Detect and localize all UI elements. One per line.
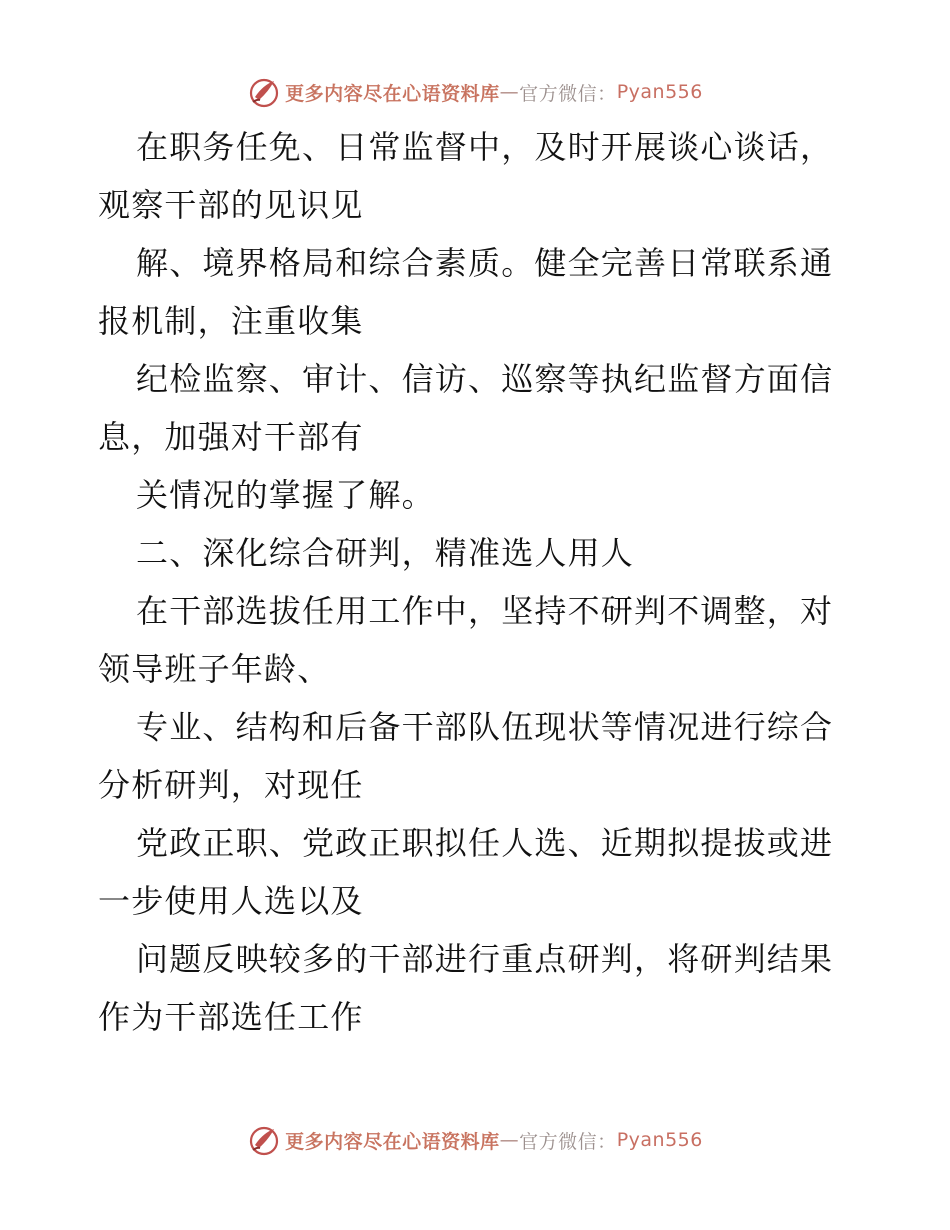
text-line: 纪检监察、审计、信访、巡察等执纪监督方面信 [136,360,834,398]
footer-watermark [0,1118,950,1162]
text-line: 解、境界格局和综合素质。健全完善日常联系通 [136,244,834,282]
watermark-separator: — [499,1129,520,1151]
text-line: 分析研判，对现任 [98,766,364,804]
text-line: 息，加强对干部有 [98,418,364,456]
watermark-wechat-id: Pyan556 [616,81,703,103]
watermark-separator: — [499,81,520,103]
text-line: 报机制，注重收集 [98,302,364,340]
watermark-wechat-id: Pyan556 [616,1129,703,1151]
text-line: 在干部选拔任用工作中，坚持不研判不调整，对 [136,592,834,630]
text-line: 领导班子年龄、 [98,650,331,688]
text-line: 问题反映较多的干部进行重点研判，将研判结果 [136,940,834,978]
watermark-site-text: 更多内容尽在心语资料库 [285,1130,500,1153]
text-line: 关情况的掌握了解。 [136,476,435,514]
text-line: 党政正职、党政正职拟任人选、近期拟提拔或进 [136,824,834,862]
watermark-wechat-label: 官方微信： [519,82,617,105]
text-line: 一步使用人选以及 [98,882,364,920]
watermark-wechat-label: 官方微信： [519,1130,617,1153]
section-heading: 二、深化综合研判，精准选人用人 [136,534,635,572]
text-line: 观察干部的见识见 [98,186,364,224]
text-line: 专业、结构和后备干部队伍现状等情况进行综合 [136,708,834,746]
document-body [98,118,858,1046]
text-line: 作为干部选任工作 [98,998,364,1036]
brush-logo-icon [247,75,281,109]
header-watermark [0,70,950,114]
text-line: 在职务任免、日常监督中，及时开展谈心谈话， [136,128,834,166]
brush-logo-icon [247,1123,281,1157]
watermark-site-text: 更多内容尽在心语资料库 [285,82,500,105]
